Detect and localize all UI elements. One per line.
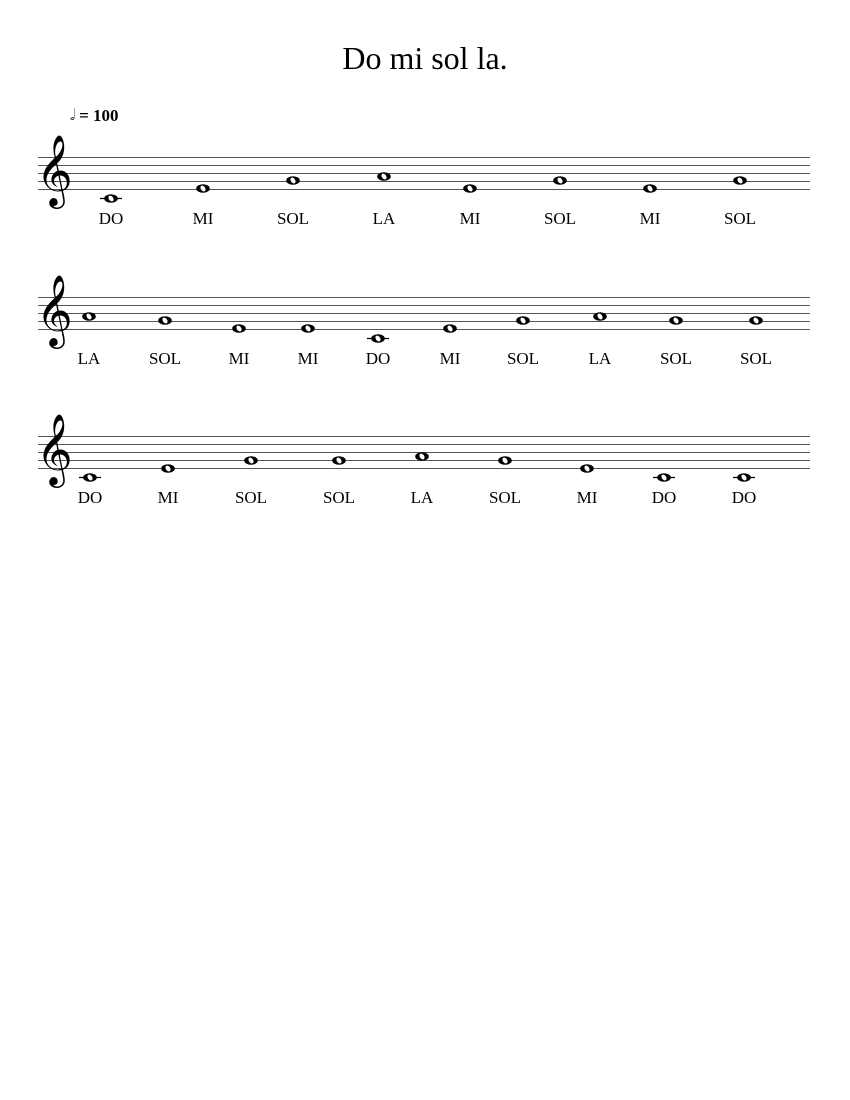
whole-note	[286, 176, 300, 185]
lyric-syllable: DO	[98, 209, 124, 228]
lyric-syllable: LA	[410, 488, 434, 507]
staff-line	[38, 436, 810, 437]
whole-note	[196, 184, 210, 193]
tempo-marking	[70, 106, 119, 126]
whole-note	[332, 456, 346, 465]
lyric-syllable: MI	[639, 209, 661, 228]
lyric-syllable: SOL	[659, 349, 693, 368]
whole-note	[669, 316, 683, 325]
whole-note	[104, 194, 118, 203]
lyric-syllable: DO	[731, 488, 757, 507]
whole-note	[516, 316, 530, 325]
whole-note	[553, 176, 567, 185]
whole-note	[244, 456, 258, 465]
whole-note	[377, 172, 391, 181]
whole-note	[643, 184, 657, 193]
whole-note	[371, 334, 385, 343]
whole-note	[733, 176, 747, 185]
whole-note	[737, 473, 751, 482]
whole-note	[232, 324, 246, 333]
whole-note	[657, 473, 671, 482]
treble-clef-icon: 𝄞	[36, 137, 73, 205]
whole-note	[593, 312, 607, 321]
staff-line	[38, 165, 810, 166]
lyric-syllable: SOL	[322, 488, 356, 507]
lyric-syllable: SOL	[723, 209, 757, 228]
lyric-syllable: MI	[459, 209, 481, 228]
lyric-syllable: MI	[439, 349, 461, 368]
lyric-syllable: SOL	[543, 209, 577, 228]
lyric-syllable: SOL	[739, 349, 773, 368]
lyric-syllable: MI	[576, 488, 598, 507]
lyric-syllable: MI	[297, 349, 319, 368]
lyric-syllable: SOL	[148, 349, 182, 368]
whole-note	[498, 456, 512, 465]
staff-line	[38, 173, 810, 174]
lyric-syllable: DO	[365, 349, 391, 368]
half-note-icon: 𝅗𝅥	[70, 107, 76, 124]
whole-note	[749, 316, 763, 325]
staff-line	[38, 329, 810, 330]
lyric-syllable: MI	[192, 209, 214, 228]
whole-note	[158, 316, 172, 325]
lyric-syllable: SOL	[234, 488, 268, 507]
whole-note	[415, 452, 429, 461]
whole-note	[463, 184, 477, 193]
staff-line	[38, 189, 810, 190]
whole-note	[161, 464, 175, 473]
staff-line	[38, 313, 810, 314]
staff-line	[38, 181, 810, 182]
lyric-syllable: MI	[228, 349, 250, 368]
lyric-syllable: SOL	[506, 349, 540, 368]
staff-line	[38, 468, 810, 469]
staff-line	[38, 305, 810, 306]
whole-note	[580, 464, 594, 473]
tempo-value: = 100	[79, 106, 119, 125]
lyric-syllable: DO	[77, 488, 103, 507]
lyric-syllable: LA	[588, 349, 612, 368]
staff-line	[38, 321, 810, 322]
lyric-syllable: LA	[372, 209, 396, 228]
lyric-syllable: MI	[157, 488, 179, 507]
whole-note	[82, 312, 96, 321]
treble-clef-icon: 𝄞	[36, 416, 73, 484]
whole-note	[443, 324, 457, 333]
treble-clef-icon: 𝄞	[36, 277, 73, 345]
lyric-syllable: SOL	[488, 488, 522, 507]
lyric-syllable: SOL	[276, 209, 310, 228]
lyric-syllable: DO	[651, 488, 677, 507]
staff-line	[38, 444, 810, 445]
whole-note	[301, 324, 315, 333]
staff-line	[38, 157, 810, 158]
whole-note	[83, 473, 97, 482]
score-title: Do mi sol la.	[342, 40, 508, 76]
lyric-syllable: LA	[77, 349, 101, 368]
staff-line	[38, 297, 810, 298]
